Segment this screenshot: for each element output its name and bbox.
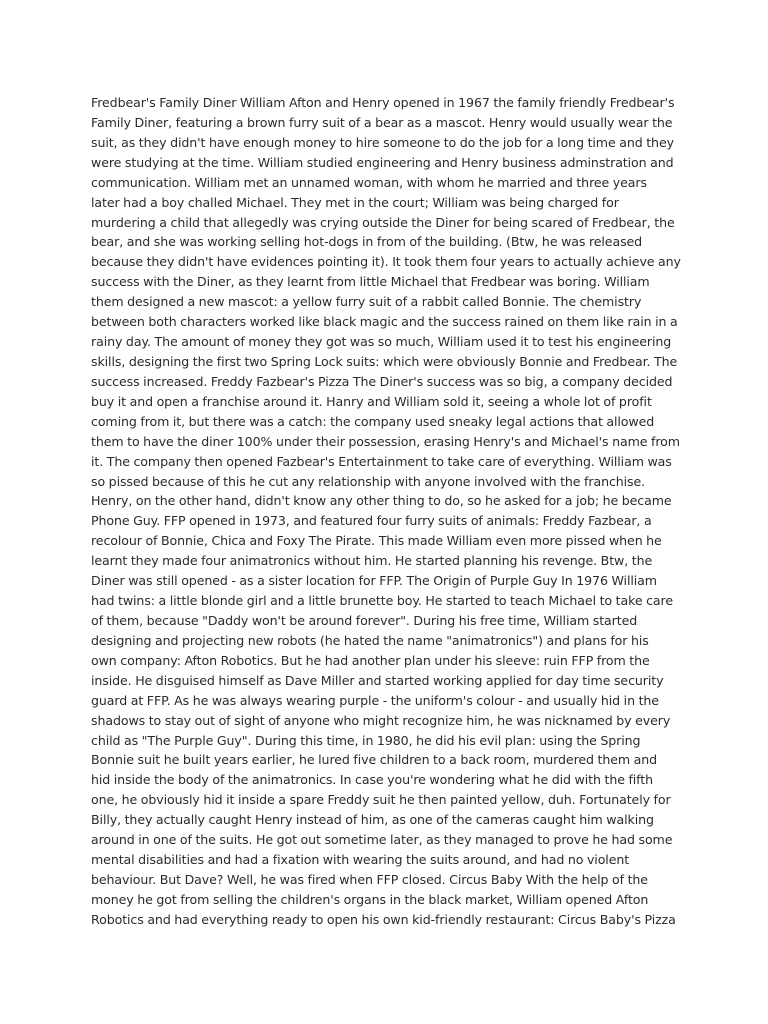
text-line: had twins: a little blonde girl and a little brunette boy. He started to teach Michael to take care <box>91 593 673 609</box>
text-line: child as "The Purple Guy". During this time, in 1980, he did his evil plan: using the Spring <box>91 732 641 748</box>
text-line: shadows to stay out of sight of anyone who might recognize him, he was nicknamed by every <box>91 712 671 728</box>
text-line: designing and projecting new robots (he hated the name "animatronics") and plans for his <box>91 632 649 648</box>
text-line: between both characters worked like black magic and the success rained on them like rain in a <box>91 314 678 330</box>
text-line: behaviour. But Dave? Well, he was fired when FFP closed. Circus Baby With the help of the <box>91 871 648 887</box>
text-line: them designed a new mascot: a yellow furry suit of a rabbit called Bonnie. The chemistry <box>91 294 642 310</box>
body-text <box>91 93 681 930</box>
text-line: hid inside the body of the animatronics. In case you're wondering what he did with the fifth <box>91 772 654 788</box>
text-line: of them, because "Daddy won't be around forever". During his free time, William started <box>91 612 638 628</box>
text-line: bear, and she was working selling hot-dogs in from of the building. (Btw, he was released <box>91 234 643 250</box>
text-line: learnt they made four animatronics without him. He started planning his revenge. Btw, the <box>91 553 653 569</box>
text-line: later had a boy challed Michael. They met in the court; William was being charged for <box>91 194 619 210</box>
text-line: around in one of the suits. He got out sometime later, as they managed to prove he had some <box>91 832 673 848</box>
text-line: murdering a child that allegedly was crying outside the Diner for being scared of Fredbear, the <box>91 214 675 230</box>
text-line: Fredbear's Family Diner William Afton and Henry opened in 1967 the family friendly Fredbear's <box>91 95 675 110</box>
text-line: one, he obviously hid it inside a spare Freddy suit he then painted yellow, duh. Fortunately for <box>91 792 671 808</box>
text-line: Robotics and had everything ready to open his own kid-friendly restaurant: Circus Baby's Pizza <box>91 911 676 927</box>
text-line: because they didn't have evidences pointing it). It took them four years to actually achieve any <box>91 254 681 270</box>
text-line: coming from it, but there was a catch: the company used sneaky legal actions that allowed <box>91 413 655 429</box>
text-line: skills, designing the first two Spring Lock suits: which were obviously Bonnie and Fredbear. The <box>91 353 678 369</box>
text-line: own company: Afton Robotics. But he had another plan under his sleeve: ruin FFP from the <box>91 652 650 668</box>
text-line: guard at FFP. As he was always wearing purple - the uniform's colour - and usually hid in the <box>91 692 659 708</box>
text-line: Billy, they actually caught Henry instead of him, as one of the cameras caught him walking <box>91 812 654 828</box>
text-line: Family Diner, featuring a brown furry suit of a bear as a mascot. Henry would usually wear the <box>91 114 673 130</box>
text-line: success with the Diner, as they learnt from little Michael that Fredbear was boring. William <box>91 274 650 290</box>
text-line: buy it and open a franchise around it. Hanry and William sold it, seeing a whole lot of profit <box>91 393 652 409</box>
text-line: Diner was still opened - as a sister location for FFP. The Origin of Purple Guy In 1976 William <box>91 573 657 589</box>
text-line: recolour of Bonnie, Chica and Foxy The Pirate. This made William even more pissed when he <box>91 533 662 549</box>
text-line: Henry, on the other hand, didn't know any other thing to do, so he asked for a job; he became <box>91 493 672 509</box>
text-line: suit, as they didn't have enough money to hire someone to do the job for a long time and they <box>91 134 674 150</box>
text-line: mental disabilities and had a fixation with wearing the suits around, and had no violent <box>91 852 630 868</box>
text-line: Bonnie suit he built years earlier, he lured five children to a back room, murdered them and <box>91 752 658 768</box>
text-line: them to have the diner 100% under their possession, erasing Henry's and Michael's name from <box>91 433 680 449</box>
text-line: success increased. Freddy Fazbear's Pizza The Diner's success was so big, a company decided <box>91 373 673 389</box>
text-line: money he got from selling the children's organs in the black market, William opened Afton <box>91 891 649 907</box>
text-line: communication. William met an unnamed woman, with whom he married and three years <box>91 174 647 190</box>
text-line: were studying at the time. William studied engineering and Henry business adminstration and <box>91 154 674 170</box>
text-line: Phone Guy. FFP opened in 1973, and featured four furry suits of animals: Freddy Fazbear, a <box>91 513 652 529</box>
text-line: inside. He disguised himself as Dave Miller and started working applied for day time security <box>91 672 664 688</box>
text-line: so pissed because of this he cut any relationship with anyone involved with the franchise. <box>91 473 646 489</box>
text-line: it. The company then opened Fazbear's Entertainment to take care of everything. William was <box>91 453 672 469</box>
text-line: rainy day. The amount of money they got was so much, William used it to test his engineering <box>91 334 672 350</box>
